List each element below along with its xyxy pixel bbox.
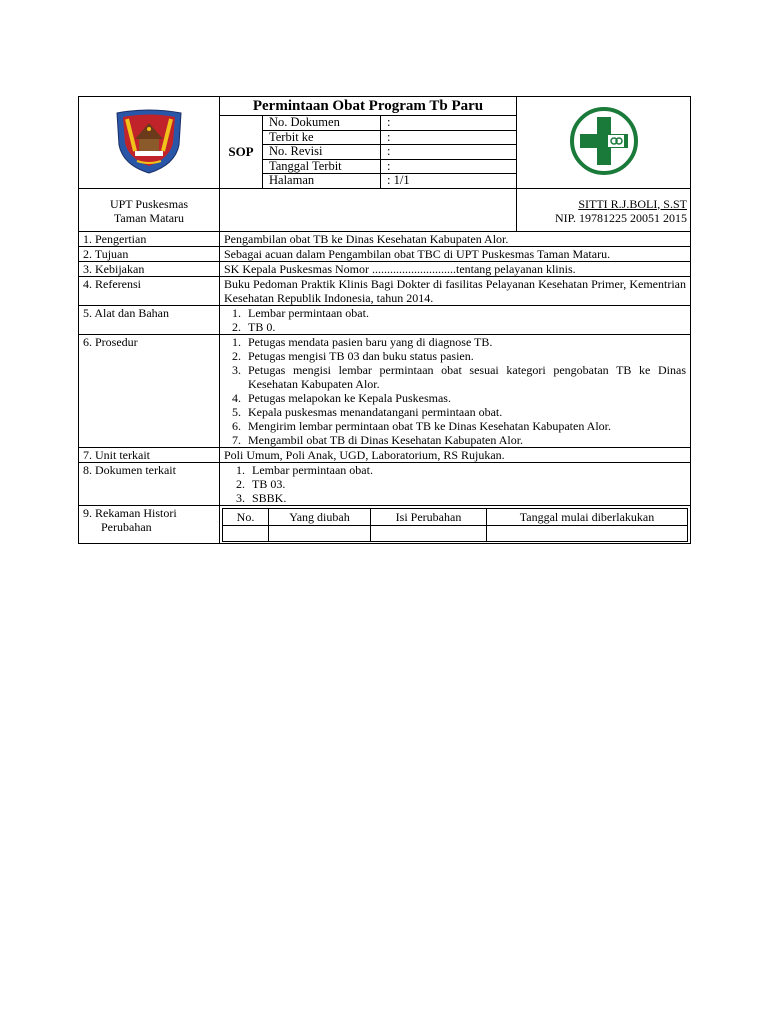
document-meta (263, 116, 516, 188)
puskesmas-logo-icon (564, 105, 644, 177)
signature-block (517, 188, 691, 231)
sop-table (78, 96, 691, 544)
history-table (222, 508, 688, 542)
column-header: No. (223, 508, 269, 525)
list-item: 1. Lembar permintaan obat. (248, 463, 686, 477)
document-title: Permintaan Obat Program Tb Paru (220, 97, 516, 116)
list-item: 1. Petugas mendata pasien baru yang di diagnose TB. (244, 335, 686, 349)
column-header: Isi Perubahan (371, 508, 487, 525)
history-header-row (223, 508, 688, 525)
regency-crest-icon (109, 105, 189, 177)
signer-name: SITTI R.J.BOLI, S.ST (578, 196, 687, 211)
history-empty-row (223, 525, 688, 541)
list-item: 6. Mengirim lembar permintaan obat TB ke Dinas Kesehatan Kabupaten Alor. (244, 419, 686, 433)
organization-name: UPT Puskesmas Taman Mataru (79, 188, 220, 231)
list-item: 2. TB 03. (248, 477, 686, 491)
row-prosedur: 6. Prosedur 1. Petugas mendata pasien baru yang di diagnose TB. 2. Petugas mengisi TB 03 dan buku status pasien. 3. Petugas mengisi lembar permintaan obat sesuai kategori pengobatan TB ke Dinas Kesehatan Kabupaten Alor. 4. Petugas melapokan ke Kepala Puskesmas. 5. Kepala puskesmas menandatangani permintaan obat. 6. Mengirim lembar permintaan obat TB ke Dinas Kesehatan Kabupaten Alor. 7. Mengambil obat TB di Dinas Kesehatan Kabupaten Alor. (79, 334, 691, 447)
meta-row: Tanggal Terbit : (263, 159, 516, 174)
row-alat-bahan: 5. Alat dan Bahan 1. Lembar permintaan obat. 2. TB 0. (79, 305, 691, 334)
sop-label: SOP (220, 116, 263, 188)
list-item: 4. Petugas melapokan ke Kepala Puskesmas. (244, 391, 686, 405)
meta-row: No. Revisi : (263, 145, 516, 160)
row-tujuan: 2. Tujuan Sebagai acuan dalam Pengambilan obat TBC di UPT Puskesmas Taman Mataru. (79, 246, 691, 261)
list-item: 7. Mengambil obat TB di Dinas Kesehatan Kabupaten Alor. (244, 433, 686, 447)
title-block (220, 97, 517, 189)
signer-nip: NIP. 19781225 20051 2015 (554, 210, 687, 225)
list-item: 2. Petugas mengisi TB 03 dan buku status pasien. (244, 349, 686, 363)
blank-cell (220, 188, 517, 231)
row-rekaman-histori: 9. Rekaman Histori Perubahan No. Yang diubah Isi Perubahan Tanggal mulai diberlakukan (79, 505, 691, 543)
list-item: 1. Lembar permintaan obat. (244, 306, 686, 320)
list-item: 5. Kepala puskesmas menandatangani permintaan obat. (244, 405, 686, 419)
list-item: 3. Petugas mengisi lembar permintaan obat sesuai kategori pengobatan TB ke Dinas Kesehatan Kabupaten Alor. (244, 363, 686, 391)
row-unit-terkait: 7. Unit terkait Poli Umum, Poli Anak, UGD, Laboratorium, RS Rujukan. (79, 447, 691, 462)
prosedur-list (224, 335, 686, 447)
list-item: 2. TB 0. (244, 320, 686, 334)
row-referensi: 4. Referensi Buku Pedoman Praktik Klinis Bagi Dokter di fasilitas Pelayanan Kesehatan Primer, Kementrian Kesehatan Republik Indonesia, tahun 2014. (79, 276, 691, 305)
row-dokumen-terkait: 8. Dokumen terkait 1. Lembar permintaan obat. 2. TB 03. 3. SBBK. (79, 462, 691, 505)
meta-row: Halaman : 1/1 (263, 174, 516, 188)
column-header: Yang diubah (269, 508, 371, 525)
sop-document (78, 96, 690, 544)
column-header: Tanggal mulai diberlakukan (487, 508, 688, 525)
meta-row: Terbit ke : (263, 130, 516, 145)
row-kebijakan: 3. Kebijakan SK Kepala Puskesmas Nomor ............................tentang pelayanan klinis. (79, 261, 691, 276)
meta-row: No. Dokumen : (263, 116, 516, 130)
row-pengertian: 1. Pengertian Pengambilan obat TB ke Dinas Kesehatan Kabupaten Alor. (79, 231, 691, 246)
list-item: 3. SBBK. (248, 491, 686, 505)
dokumen-list (224, 463, 686, 505)
alat-list (224, 306, 686, 334)
regency-crest-cell (79, 97, 220, 189)
puskesmas-logo-cell (517, 97, 691, 189)
